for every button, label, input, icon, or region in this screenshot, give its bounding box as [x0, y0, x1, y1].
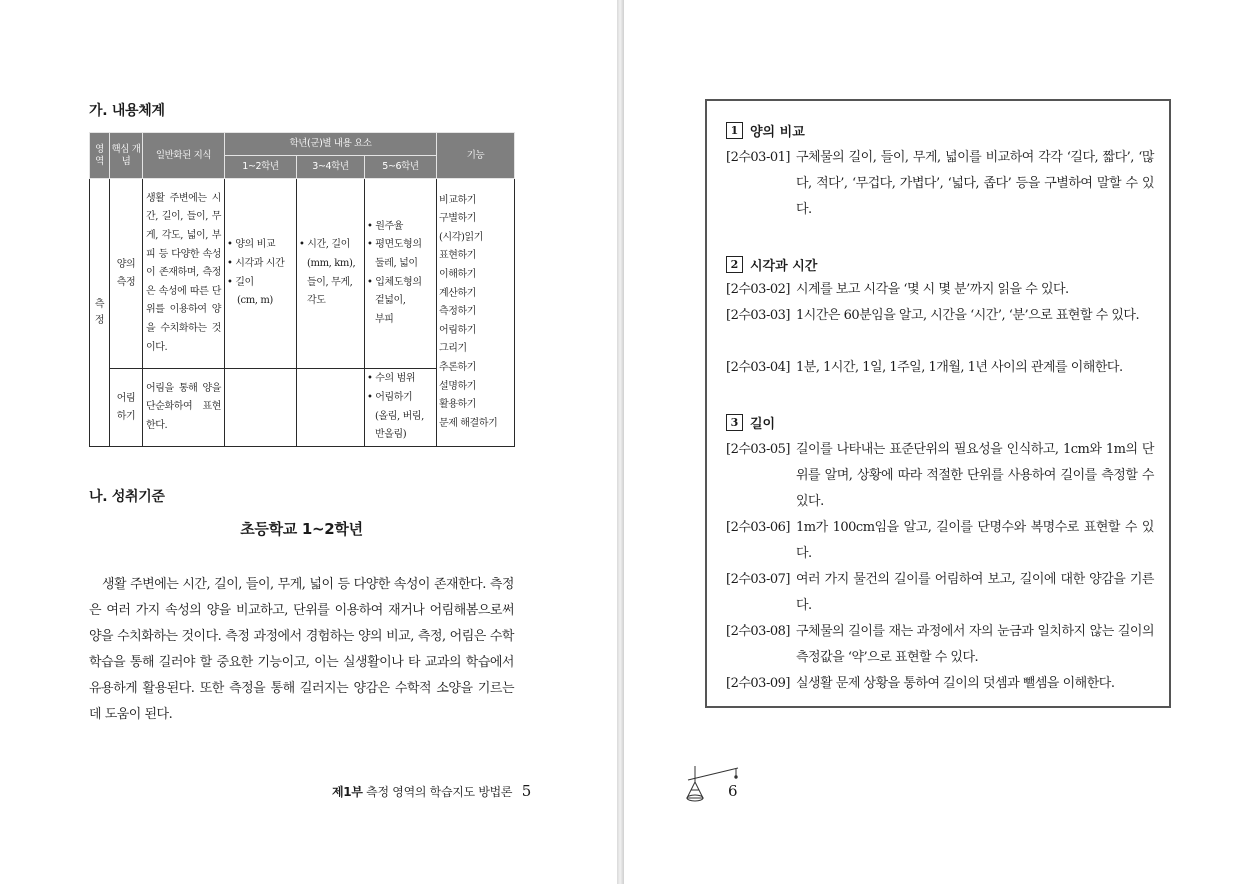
list-item: 문제 해결하기 — [439, 417, 498, 429]
left-page — [0, 0, 617, 884]
list-item: • 평면도형의 — [367, 239, 422, 251]
section-number: 1 — [726, 122, 743, 139]
grade-1-2-cell — [225, 179, 297, 369]
core-cell: 양의 측정 — [110, 179, 143, 369]
standard-code: [2수03-02] — [726, 282, 790, 297]
section-a-heading: 가. 내용체계 — [89, 103, 165, 119]
list-item: 설명하기 — [439, 380, 477, 392]
list-item: 계산하기 — [439, 287, 477, 299]
grade-3-4-cell — [297, 369, 365, 447]
list-item: 겉넓이, — [375, 295, 406, 307]
standard-code: [2수03-07] — [726, 572, 790, 587]
general-cell: 생활 주변에는 시간, 길이, 들이, 무게, 각도, 넓이, 부피 등 다양한 속성이 존재하며, 측정은 속성에 따른 단위를 이용하여 양을 수치화하는 것이다. — [143, 179, 225, 369]
footer-part: 제1부 — [332, 785, 363, 799]
grade-5-6-cell — [365, 179, 437, 369]
list-item: (시각)읽기 — [439, 231, 484, 243]
standard-item — [726, 619, 1154, 671]
list-item: 들이, 무게, — [307, 276, 353, 288]
list-item: 표현하기 — [439, 250, 477, 262]
list-item: • 시간, 길이 — [299, 239, 350, 251]
standard-text: 실생활 문제 상황을 통하여 길이의 덧셈과 뺄셈을 이해한다. — [796, 676, 1115, 691]
grade-3-4-cell — [297, 179, 365, 369]
list-item: 구별하기 — [439, 213, 477, 225]
list-item: 각도 — [307, 295, 326, 307]
list-item: 그리기 — [439, 343, 467, 355]
header-grade-5-6: 5~6학년 — [365, 156, 437, 179]
area-cell: 측정 — [90, 179, 110, 447]
list-item: (mm, km), — [307, 257, 356, 269]
content-system-table — [89, 132, 515, 447]
page-number-right: 6 — [728, 782, 738, 800]
list-item: (cm, m) — [237, 295, 273, 307]
list-item: 반올림) — [375, 429, 407, 441]
header-grade-1-2: 1~2학년 — [225, 156, 297, 179]
school-grade-title: 초등학교 1~2학년 — [240, 520, 363, 538]
header-grade-3-4: 3~4학년 — [297, 156, 365, 179]
list-item: • 시각과 시간 — [227, 257, 285, 269]
list-item: • 어림하기 — [367, 391, 413, 403]
section-number: 2 — [726, 256, 743, 273]
list-item: 측정하기 — [439, 306, 477, 318]
list-item: 부피 — [375, 313, 394, 325]
section-title-text: 양의 비교 — [750, 125, 805, 140]
list-item: • 입체도형의 — [367, 276, 422, 288]
function-cell — [437, 179, 515, 447]
standard-code: [2수03-06] — [726, 520, 790, 535]
list-item: 활용하기 — [439, 399, 477, 411]
standard-text: 여러 가지 물건의 길이를 어림하여 보고, 길이에 대한 양감을 기른다. — [796, 572, 1154, 613]
standard-text: 시계를 보고 시각을 ‘몇 시 몇 분’까지 읽을 수 있다. — [796, 282, 1069, 297]
standard-text: 1시간은 60분임을 알고, 시간을 ‘시간’, ‘분’으로 표현할 수 있다. — [796, 308, 1140, 323]
standard-code: [2수03-05] — [726, 442, 790, 457]
standard-text: 1m가 100cm임을 알고, 길이를 단명수와 복명수로 표현할 수 있다. — [796, 520, 1154, 561]
achievement-standards-box — [705, 99, 1171, 708]
section-title-text: 시각과 시간 — [750, 259, 818, 274]
right-page — [624, 0, 1240, 884]
standard-item — [726, 567, 1154, 619]
section-title — [726, 413, 775, 432]
standard-item — [726, 355, 1154, 381]
standard-text: 길이를 나타내는 표준단위의 필요성을 인식하고, 1cm와 1m의 단위를 알며, 상황에 따라 적절한 단위를 사용하여 길이를 측정할 수 있다. — [796, 442, 1154, 509]
standard-item — [726, 671, 1154, 697]
section-title — [726, 121, 805, 140]
standard-item — [726, 515, 1154, 567]
list-item: 추론하기 — [439, 361, 477, 373]
standard-text: 1분, 1시간, 1일, 1주일, 1개월, 1년 사이의 관계를 이해한다. — [796, 360, 1123, 375]
section-title — [726, 255, 817, 274]
standard-item — [726, 437, 1154, 515]
standard-code: [2수03-09] — [726, 676, 790, 691]
standard-text: 구체물의 길이, 들이, 무게, 넓이를 비교하여 각각 ‘길다, 짧다’, ‘많다, 적다’, ‘무겁다, 가볍다’, ‘넓다, 좁다’ 등을 구별하여 말할 수 있다. — [796, 150, 1154, 217]
section-number: 3 — [726, 414, 743, 431]
standard-code: [2수03-08] — [726, 624, 790, 639]
footer-title: 측정 영역의 학습지도 방법론 — [366, 785, 513, 799]
list-item: (올림, 버림, — [375, 410, 424, 422]
general-cell: 어림을 통해 양을 단순화하여 표현한다. — [143, 369, 225, 447]
section-b-heading: 나. 성취기준 — [89, 489, 165, 505]
page-number-left: 5 — [521, 782, 531, 800]
table-row — [90, 179, 515, 369]
standard-code: [2수03-04] — [726, 360, 790, 375]
book-gutter — [617, 0, 624, 884]
header-grade-group: 학년(군)별 내용 요소 — [225, 133, 437, 156]
list-item: • 길이 — [227, 276, 254, 288]
page-footer-left — [332, 782, 531, 800]
standard-text: 구체물의 길이를 재는 과정에서 자의 눈금과 일치하지 않는 길이의 측정값을 ‘약’으로 표현할 수 있다. — [796, 624, 1154, 665]
list-item: 이해하기 — [439, 269, 477, 281]
list-item: 둘레, 넓이 — [375, 257, 418, 269]
header-function: 기능 — [437, 133, 515, 179]
grade-5-6-cell — [365, 369, 437, 447]
list-item: 어림하기 — [439, 324, 477, 336]
standard-item — [726, 303, 1154, 329]
grade-1-2-cell — [225, 369, 297, 447]
list-item: • 양의 비교 — [227, 239, 276, 251]
header-core-concept: 핵심 개념 — [110, 133, 143, 179]
standard-item — [726, 145, 1154, 223]
header-area: 영역 — [90, 133, 110, 179]
standard-item — [726, 277, 1154, 303]
list-item: • 수의 범위 — [367, 373, 416, 385]
section-title-text: 길이 — [750, 417, 776, 432]
intro-paragraph: 생활 주변에는 시간, 길이, 들이, 무게, 넓이 등 다양한 속성이 존재한다. 측정은 여러 가지 속성의 양을 비교하고, 단위를 이용하여 재거나 어림해봄으로써 양을 수치화하는 것이다. 측정 과정에서 경험하는 양의 비교, 측정, 어림은 수학 학습을 통해 길러야 할 중요한 기능이고, 이는 실생활이나 타 교과의 학습에서 유용하게 활용된다. 또한 측정을 통해 길러지는 양감은 수학적 소양을 기르는 데 도움이 된다. — [89, 577, 514, 722]
standard-code: [2수03-03] — [726, 308, 790, 323]
list-item: 비교하기 — [439, 194, 477, 206]
standard-code: [2수03-01] — [726, 150, 790, 165]
core-cell: 어림 하기 — [110, 369, 143, 447]
list-item: • 원주율 — [367, 220, 404, 232]
header-general-knowledge: 일반화된 지식 — [143, 133, 225, 179]
